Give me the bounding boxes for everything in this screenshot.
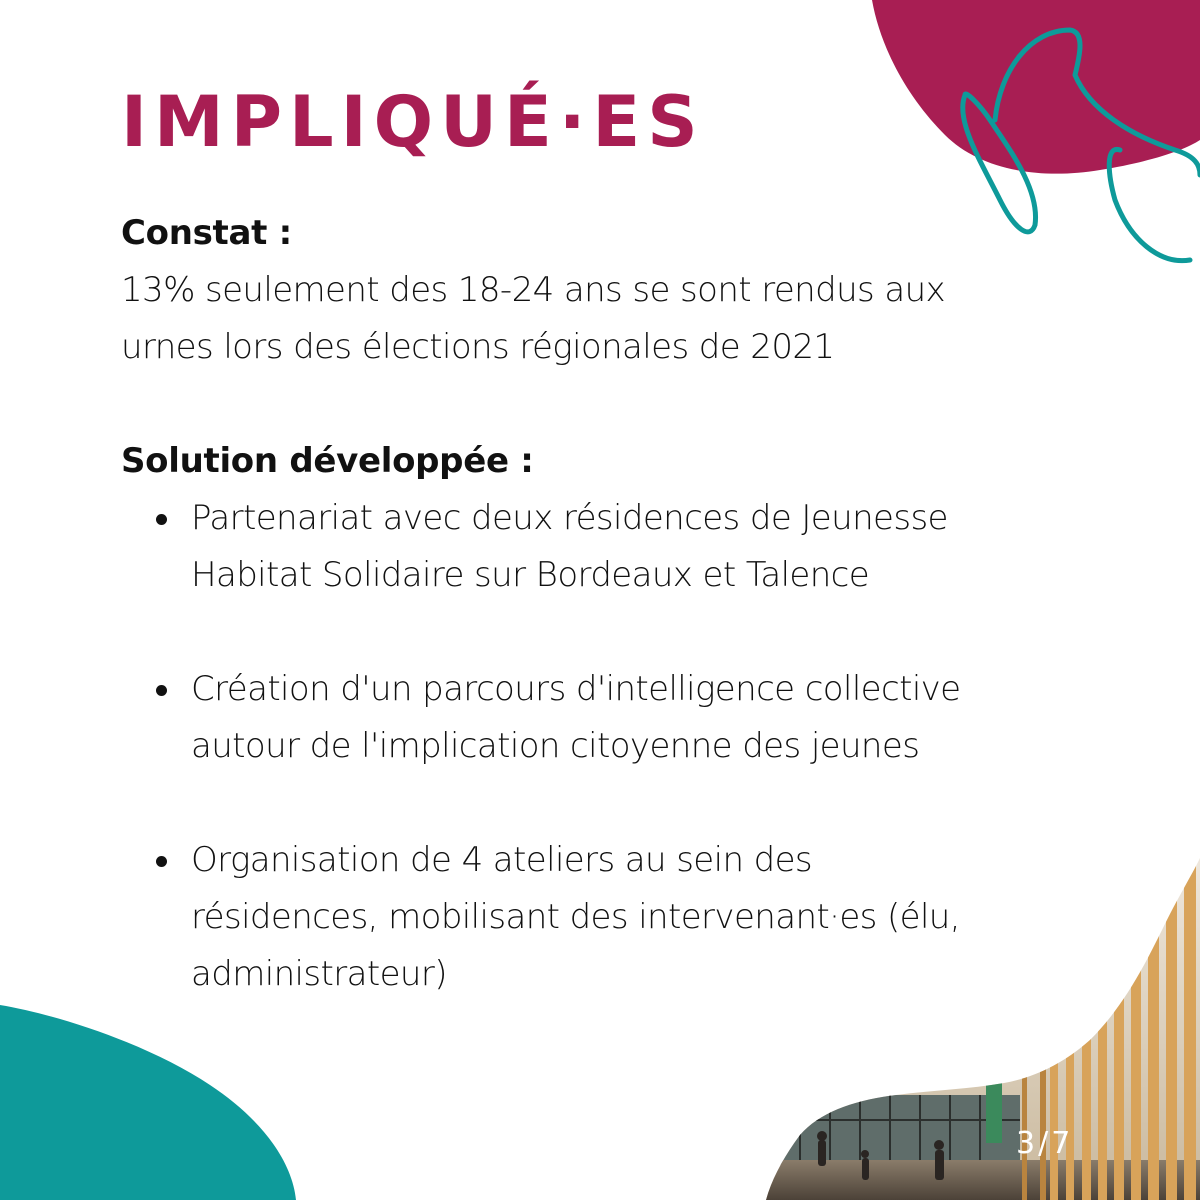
bullet-icon (156, 856, 167, 867)
main-content (121, 205, 1081, 1060)
constat-text-line-1: 13% seulement des 18-24 ans se sont rendus aux (121, 270, 946, 310)
solution-heading: Solution développée : (121, 441, 534, 481)
solution-item-parcours (121, 661, 1081, 775)
solution-item-line: Création d'un parcours d'intelligence collective (191, 669, 961, 709)
bullet-icon (156, 685, 167, 696)
constat-text-line-2: urnes lors des élections régionales de 2021 (121, 327, 835, 367)
solution-item-line: Habitat Solidaire sur Bordeaux et Talence (191, 555, 870, 595)
bullet-icon (156, 514, 167, 525)
solution-item-ateliers (121, 832, 1081, 1003)
page-title: IMPLIQUÉ·ES (121, 81, 705, 163)
constat-heading: Constat : (121, 213, 292, 253)
solution-item-line: Organisation de 4 ateliers au sein des (191, 840, 813, 880)
solution-item-line: autour de l'implication citoyenne des jeunes (191, 726, 920, 766)
page-indicator: 3/7 (1016, 1126, 1074, 1161)
solution-item-line: administrateur) (191, 954, 447, 994)
solution-item-line: résidences, mobilisant des intervenant·es (élu, (191, 897, 960, 937)
solution-list (121, 490, 1081, 1003)
solution-item-line: Partenariat avec deux résidences de Jeunesse (191, 498, 948, 538)
magenta-blob-shape (872, 0, 1200, 174)
solution-item-partnership (121, 490, 1081, 604)
